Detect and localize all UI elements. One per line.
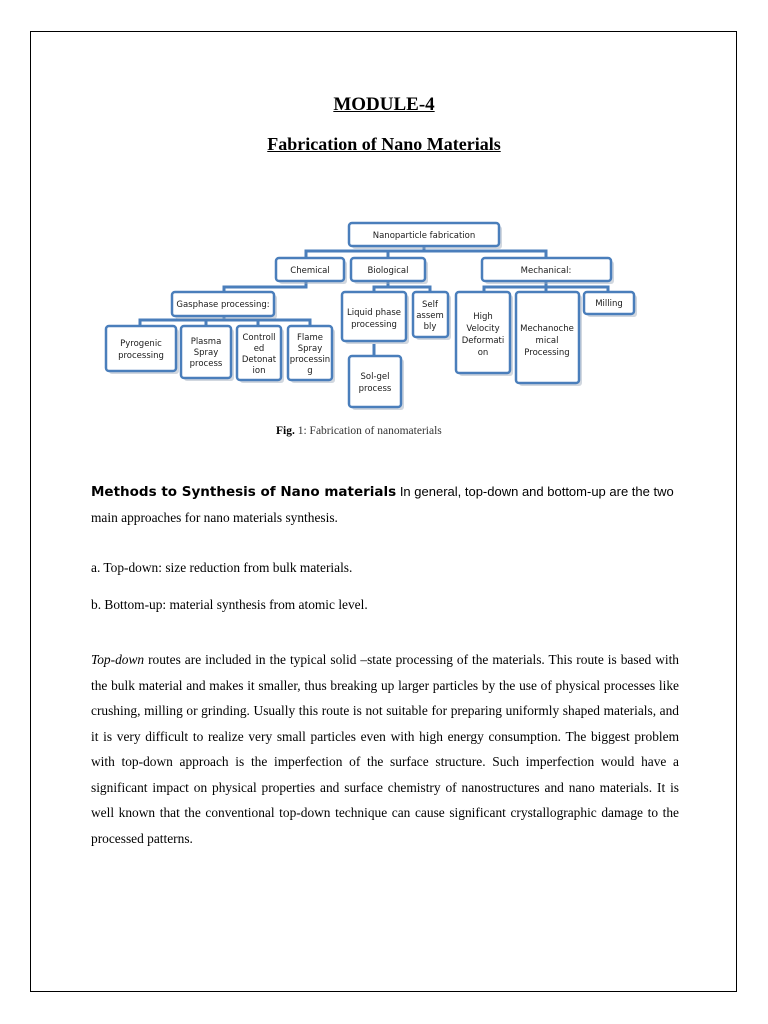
node-high-velocity-deformation — [456, 292, 513, 376]
document-title: Fabrication of Nano Materials — [267, 134, 501, 154]
paragraph-lead: Top-down — [91, 652, 145, 667]
node-label: Detonat — [241, 355, 277, 365]
node-label: process — [358, 384, 392, 394]
node-self-assembly — [413, 292, 451, 340]
node-milling — [584, 292, 637, 317]
node-label: Plasma — [190, 337, 222, 347]
node-label: Flame — [297, 333, 323, 343]
node-label: Processing — [524, 348, 570, 358]
node-label: Controll — [242, 333, 276, 343]
node-label: Milling — [595, 299, 623, 309]
node-label: Deformati — [461, 336, 505, 346]
methods-heading-line — [91, 477, 691, 507]
node-label: Spray — [297, 344, 323, 354]
node-label: High — [473, 312, 493, 322]
figure-caption — [276, 425, 442, 437]
node-label: mical — [535, 336, 559, 346]
node-plasma-spray-process — [181, 326, 234, 381]
node-controlled-detonation — [237, 326, 284, 383]
node-label: Liquid phase — [347, 308, 401, 318]
node-label: Biological — [367, 266, 409, 276]
node-label: Sol-gel — [360, 372, 390, 382]
node-label: process — [189, 359, 223, 369]
node-label: bly — [423, 322, 437, 332]
list-item-top-down: a. Top-down: size reduction from bulk materials. — [91, 560, 353, 575]
figure-caption-text: 1: Fabrication of nanomaterials — [294, 425, 442, 437]
node-label: Chemical — [290, 266, 330, 276]
node-label: g — [307, 366, 313, 376]
node-label: Spray — [193, 348, 219, 358]
node-label: Pyrogenic — [120, 339, 162, 349]
node-pyrogenic-processing — [106, 326, 179, 374]
paragraph-body: routes are included in the typical solid –state processing of the materials. This route is based with the bulk material and makes it smaller, thus breaking up larger particles by the use of physical processes like crushing, milling or grinding. Usually this route is not suitable for preparing uniformly shaped materials, and it is very difficult to realize very small particles even with high energy consumption. The biggest problem with top-down approach is the imperfection of the surface structure. Such imperfection would have a significant impact on physical properties and surface chemistry of nanostructures and nano materials. It is well known that the conventional top-down technique can cause significant crystallographic damage to the processed patterns. — [91, 652, 679, 846]
node-label: processing — [118, 351, 164, 361]
methods-heading: Methods to Synthesis of Nano materials — [91, 484, 397, 500]
node-label: Mechanical: — [520, 266, 572, 276]
methods-intro-part2: main approaches for nano materials synthesis. — [91, 510, 338, 525]
node-flame-spray-processing — [288, 326, 335, 383]
methods-intro-part1: In general, top-down and bottom-up are the two — [396, 484, 674, 499]
node-label: Gasphase processing: — [176, 300, 270, 310]
node-label: Velocity — [466, 324, 500, 334]
node-chemical — [276, 258, 347, 284]
node-label: Nanoparticle fabrication — [372, 231, 476, 241]
node-label: on — [477, 348, 489, 358]
node-label: processin — [289, 355, 331, 365]
node-gasphase-processing — [172, 292, 277, 319]
node-liquid-phase-processing — [342, 292, 409, 344]
node-label: processing — [351, 320, 397, 330]
node-sol-gel-process — [349, 356, 404, 410]
figure-caption-prefix: Fig. — [276, 425, 295, 437]
node-label: Mechanoche — [520, 324, 574, 334]
node-label: ion — [252, 366, 266, 376]
top-down-paragraph — [91, 647, 679, 851]
node-biological — [351, 258, 428, 284]
node-label: Self — [422, 300, 438, 310]
list-item-bottom-up: b. Bottom-up: material synthesis from atomic level. — [91, 597, 368, 612]
node-mechanochemical-processing — [516, 292, 582, 386]
node-mechanical — [482, 258, 614, 284]
node-label: ed — [253, 344, 265, 354]
node-nanoparticle-fabrication — [349, 223, 502, 249]
node-label: assem — [416, 311, 444, 321]
module-title: MODULE-4 — [333, 94, 435, 115]
